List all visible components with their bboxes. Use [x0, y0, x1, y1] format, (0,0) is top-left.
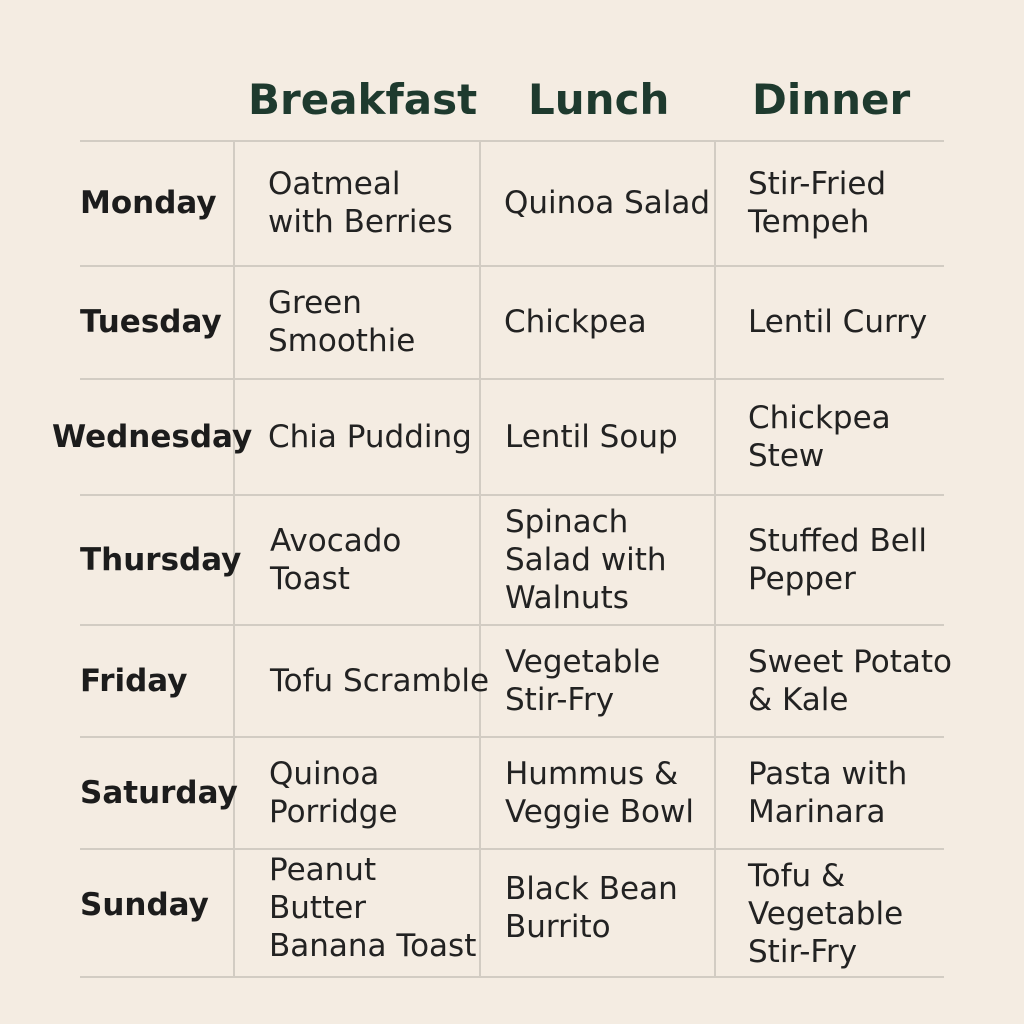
day-label-tuesday: Tuesday: [80, 304, 222, 340]
meal-text: Vegetable Stir-Fry: [505, 643, 661, 718]
meal-text: Chickpea Stew: [748, 399, 891, 474]
meal-text: Pasta with Marinara: [748, 755, 908, 830]
meal-cell-sunday-dinner: [748, 849, 928, 979]
meal-cell-wednesday-dinner: [748, 379, 928, 494]
meal-text: Lentil Curry: [748, 304, 928, 340]
meal-cell-tuesday-breakfast: [268, 266, 458, 378]
day-label-thursday: Thursday: [80, 541, 242, 578]
meal-cell-monday-dinner: [748, 141, 948, 265]
meal-cell-sunday-lunch: [505, 849, 705, 967]
day-label-wednesday: Wednesday: [52, 418, 253, 455]
meal-cell-friday-lunch: [505, 625, 705, 736]
meal-text: Quinoa Salad: [504, 185, 711, 221]
meal-cell-thursday-breakfast: [270, 495, 430, 624]
meal-cell-monday-breakfast: [268, 141, 473, 265]
day-label-friday: Friday: [80, 662, 188, 699]
meal-text: Stir-Fried Tempeh: [748, 166, 887, 240]
meal-text: Sweet Potato & Kale: [748, 643, 953, 718]
meal-cell-saturday-breakfast: [269, 737, 459, 848]
meal-text: Chia Pudding: [268, 418, 472, 455]
meal-text: Quinoa Porridge: [269, 755, 398, 830]
meal-text: Spinach Salad with Walnuts: [505, 503, 667, 616]
day-label-monday: Monday: [80, 185, 217, 221]
day-label-saturday: Saturday: [80, 774, 238, 811]
meal-cell-saturday-lunch: [505, 737, 714, 848]
meal-cell-tuesday-dinner: [748, 266, 948, 378]
meal-cell-friday-dinner: [748, 625, 962, 736]
grid-line-col-3: [714, 141, 716, 978]
meal-cell-sunday-breakfast: [269, 849, 479, 967]
meal-cell-thursday-lunch: [505, 495, 690, 624]
header-dinner: Dinner: [752, 75, 911, 124]
header-lunch: Lunch: [528, 75, 670, 124]
meal-text: Stuffed Bell Pepper: [748, 522, 928, 597]
meal-text: Avocado Toast: [270, 522, 402, 597]
meal-text: Green Smoothie: [268, 285, 416, 359]
meal-text: Chickpea: [504, 304, 647, 340]
meal-text: Hummus & Veggie Bowl: [505, 755, 694, 830]
meal-text: Tofu & Vegetable Stir-Fry: [748, 858, 904, 970]
meal-text: Oatmeal with Berries: [268, 166, 453, 240]
meal-cell-wednesday-lunch: [505, 379, 714, 494]
meal-cell-monday-lunch: [504, 141, 714, 265]
meal-cell-thursday-dinner: [748, 495, 943, 624]
day-label-sunday: Sunday: [80, 887, 209, 923]
meal-cell-wednesday-breakfast: [268, 379, 479, 494]
meal-cell-tuesday-lunch: [504, 266, 714, 378]
meal-text: Peanut Butter Banana Toast: [269, 852, 477, 964]
meal-cell-friday-breakfast: [270, 625, 490, 736]
meal-text: Lentil Soup: [505, 418, 678, 455]
meal-cell-saturday-dinner: [748, 737, 944, 848]
header-breakfast: Breakfast: [248, 75, 478, 124]
grid-line-col-2: [479, 141, 481, 978]
meal-text: Black Bean Burrito: [505, 871, 678, 945]
meal-text: Tofu Scramble: [270, 662, 490, 699]
